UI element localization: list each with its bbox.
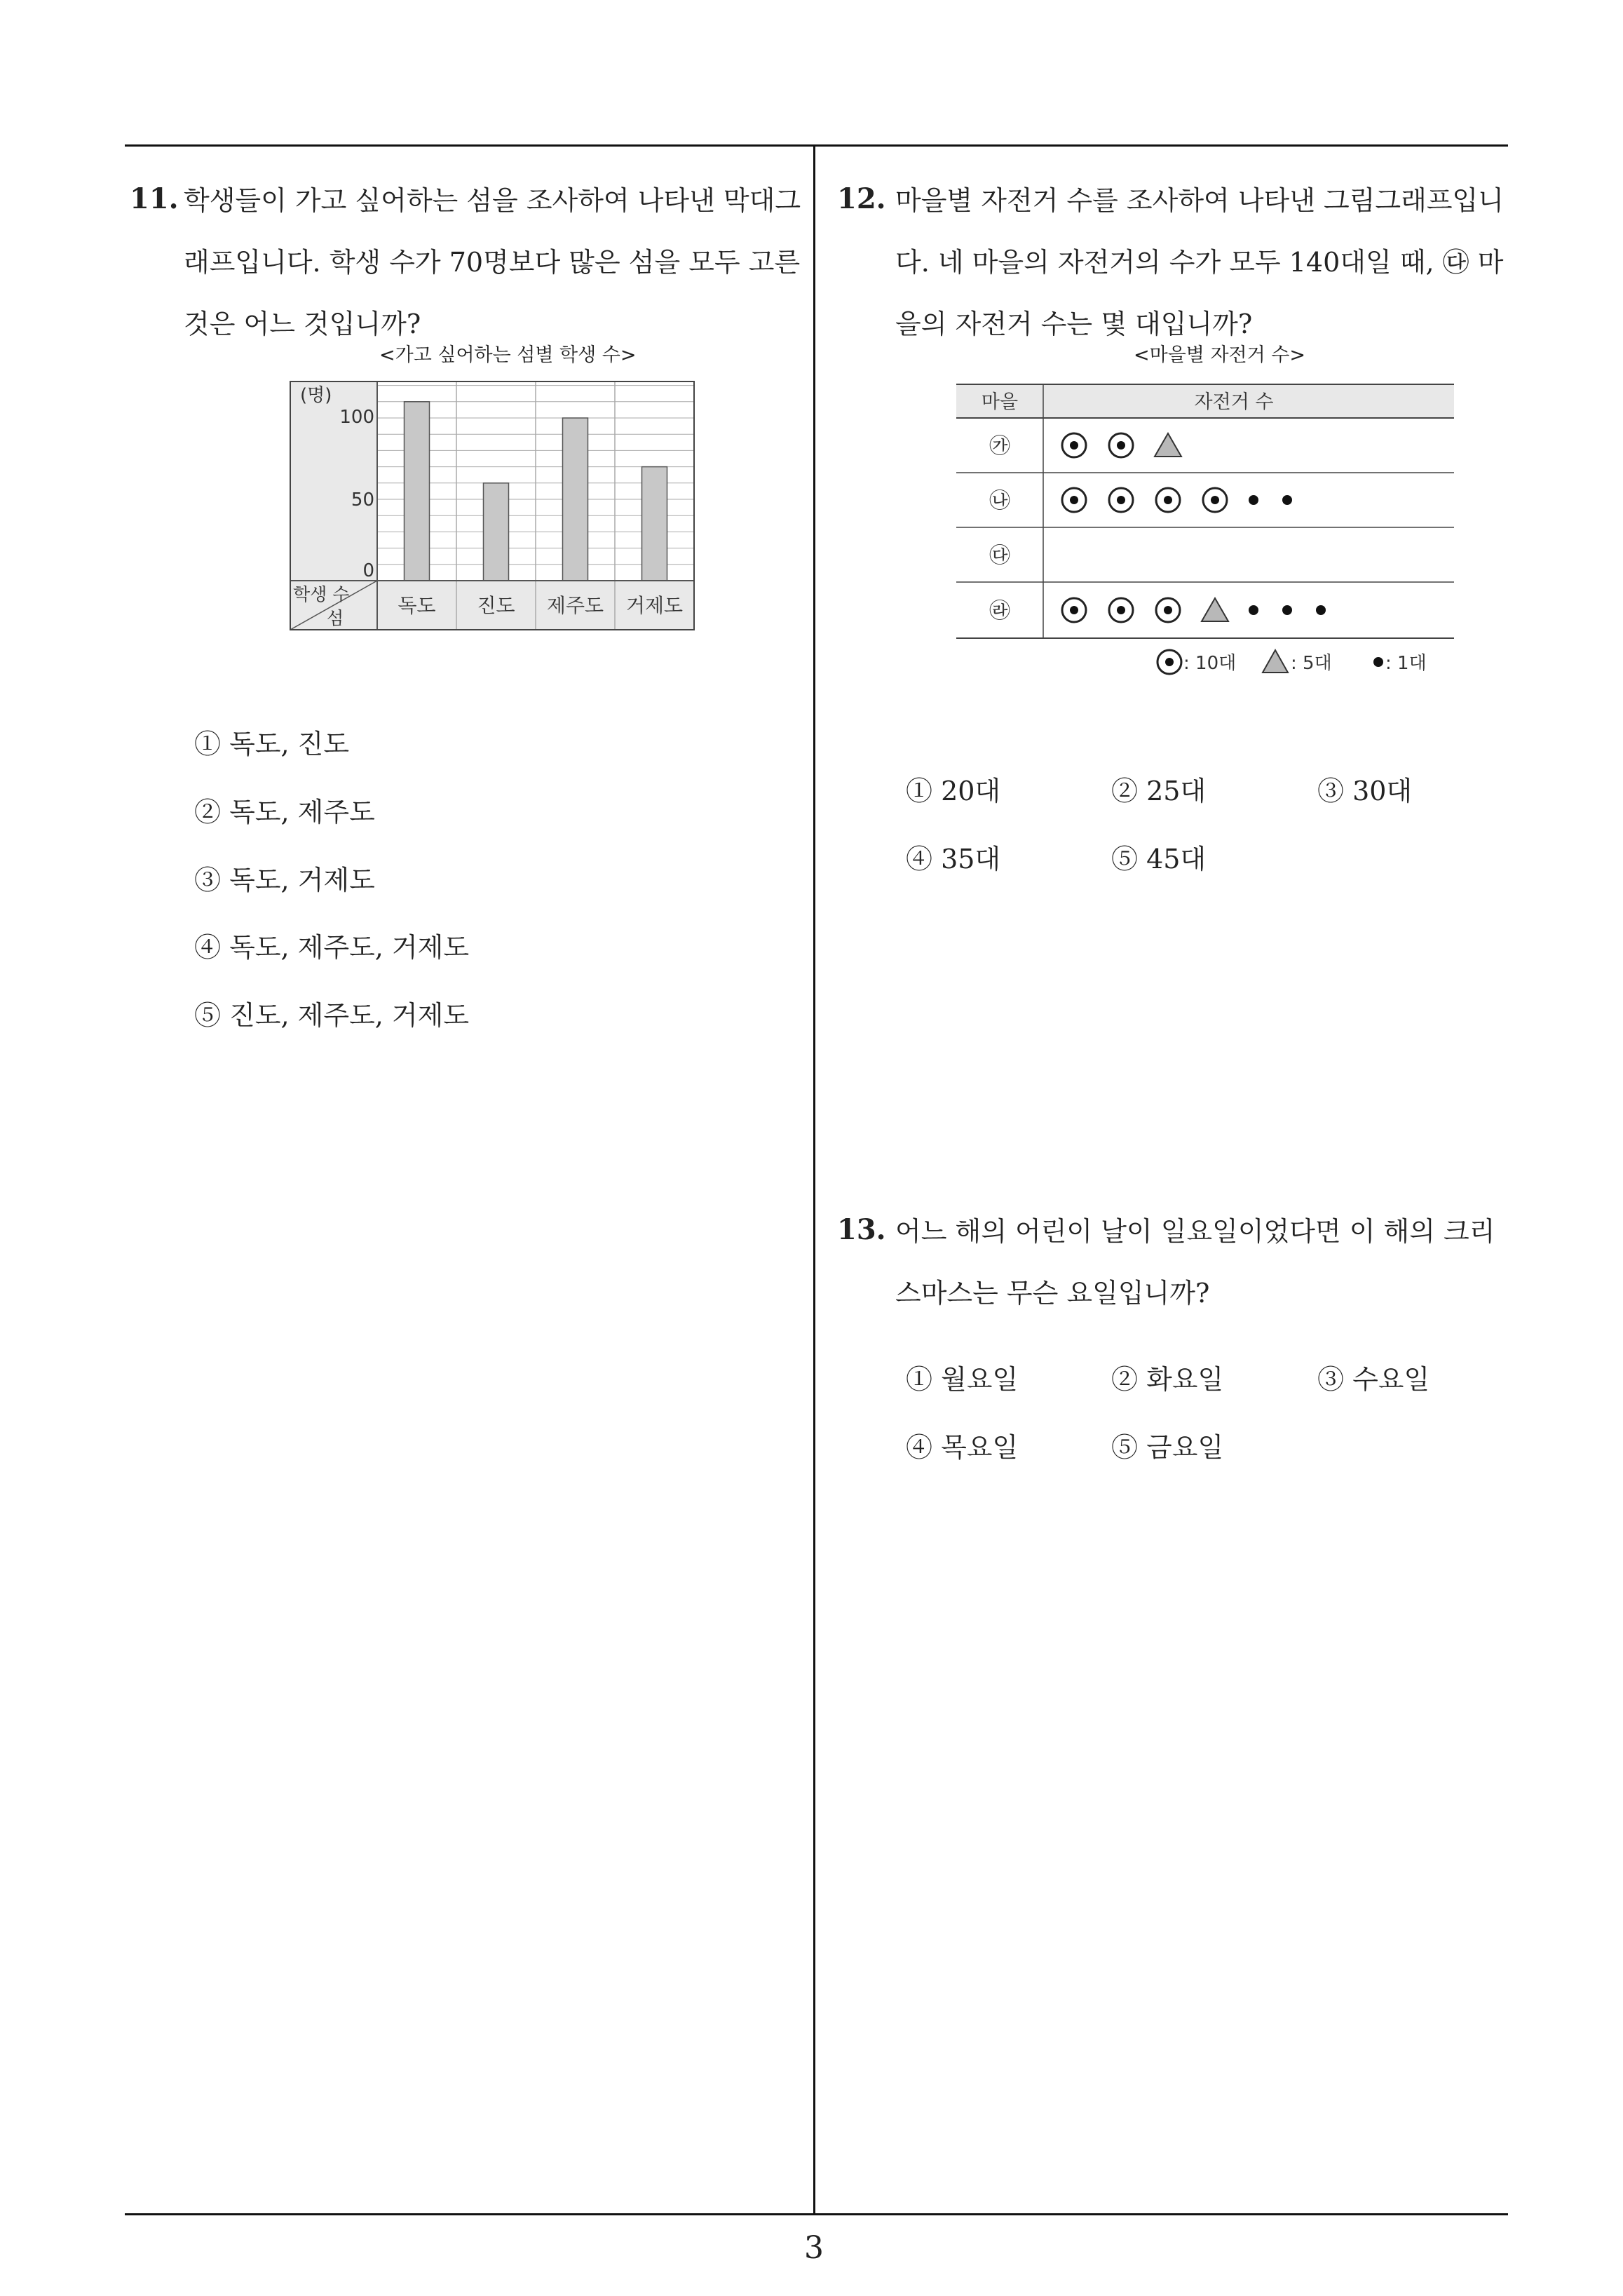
- legend-ten-label: : 10대: [1183, 653, 1237, 674]
- q13-option-1[interactable]: ① 월요일: [906, 1364, 1019, 1395]
- q11-option-2[interactable]: ② 독도, 제주도: [194, 797, 375, 828]
- q12-option-5[interactable]: ⑤ 45대: [1111, 844, 1207, 874]
- x-tick-label: 독도: [398, 594, 436, 617]
- q12-option-1[interactable]: ① 20대: [906, 776, 1001, 806]
- village-label: ㉮: [989, 434, 1010, 459]
- bar-진도: [484, 483, 509, 581]
- q12-graph-caption: <마을별 자전거 수>: [1134, 344, 1305, 366]
- header-bicycle-count: 자전거 수: [1194, 391, 1274, 413]
- bar-거제도: [642, 467, 667, 581]
- page-number: 3: [804, 2230, 824, 2266]
- legend-five-icon: [1263, 650, 1288, 673]
- x-tick-label: 진도: [477, 594, 515, 617]
- y-tick-label: 100: [339, 407, 374, 428]
- q11-option-1[interactable]: ① 독도, 진도: [194, 729, 350, 759]
- q11-line: 것은 어느 것입니까?: [184, 309, 421, 339]
- q11-line: 래프입니다. 학생 수가 70명보다 많은 섬을 모두 고른: [184, 247, 801, 278]
- ten-bicycles-icon-dot: [1117, 441, 1125, 450]
- legend-ten-icon-dot: [1165, 658, 1174, 666]
- ten-bicycles-icon-dot: [1164, 606, 1172, 614]
- one-bicycle-icon: [1282, 605, 1292, 615]
- q12-line: 을의 자전거 수는 몇 대입니까?: [895, 309, 1253, 339]
- ten-bicycles-icon-dot: [1070, 606, 1078, 614]
- corner-header-bottom: 섬: [327, 608, 344, 628]
- village-label: ㉰: [989, 543, 1010, 568]
- legend-one-label: : 1대: [1385, 653, 1427, 674]
- five-bicycles-icon: [1155, 433, 1181, 457]
- ten-bicycles-icon-dot: [1211, 496, 1219, 504]
- village-label: ㉱: [989, 599, 1010, 623]
- bar-독도: [405, 402, 430, 581]
- ten-bicycles-icon-dot: [1070, 441, 1078, 450]
- q12-line: 다. 네 마을의 자전거의 수가 모두 140대일 때, ㉰ 마: [895, 247, 1504, 278]
- q13-line: 스마스는 무슨 요일입니까?: [895, 1278, 1210, 1309]
- ten-bicycles-icon-dot: [1070, 496, 1078, 504]
- q12-picture-graph: [953, 379, 1458, 687]
- q11-option-5[interactable]: ⑤ 진도, 제주도, 거제도: [194, 1000, 470, 1031]
- ten-bicycles-icon-dot: [1117, 496, 1125, 504]
- y-tick-label: 50: [351, 489, 374, 511]
- q11-chart-caption: <가고 싶어하는 섬별 학생 수>: [379, 344, 637, 366]
- one-bicycle-icon: [1316, 605, 1326, 615]
- top-rule: [125, 144, 1508, 147]
- q12-option-3[interactable]: ③ 30대: [1317, 776, 1413, 806]
- q11-line: 학생들이 가고 싶어하는 섬을 조사하여 나타낸 막대그: [184, 185, 801, 216]
- corner-header-top: 학생 수: [293, 584, 350, 605]
- village-label: ㉯: [989, 489, 1010, 513]
- q12-text: [895, 170, 1504, 355]
- y-tick-label: 0: [362, 560, 374, 581]
- q12-option-2[interactable]: ② 25대: [1111, 776, 1207, 806]
- legend-five-label: : 5대: [1291, 653, 1332, 674]
- q13-number: 13.: [837, 1213, 886, 1246]
- q12-option-4[interactable]: ④ 35대: [906, 844, 1001, 874]
- q13-line: 어느 해의 어린이 날이 일요일이었다면 이 해의 크리: [895, 1216, 1495, 1247]
- one-bicycle-icon: [1249, 605, 1258, 615]
- q11-number: 11.: [130, 182, 179, 215]
- x-tick-label: 제주도: [546, 594, 604, 617]
- q13-option-3[interactable]: ③ 수요일: [1317, 1364, 1430, 1395]
- q11-text: [184, 170, 801, 355]
- header-village: 마을: [981, 391, 1019, 413]
- x-tick-label: 거제도: [625, 594, 684, 617]
- y-unit-label: (명): [300, 385, 332, 406]
- one-bicycle-icon: [1249, 495, 1258, 505]
- ten-bicycles-icon-dot: [1164, 496, 1172, 504]
- q13-option-2[interactable]: ② 화요일: [1111, 1364, 1224, 1395]
- bar-제주도: [563, 418, 588, 581]
- five-bicycles-icon: [1202, 598, 1228, 621]
- q12-line: 마을별 자전거 수를 조사하여 나타낸 그림그래프입니: [895, 185, 1504, 216]
- legend-one-icon: [1373, 657, 1383, 667]
- column-divider: [813, 144, 815, 2215]
- q13-text: [895, 1201, 1495, 1324]
- q13-option-4[interactable]: ④ 목요일: [906, 1432, 1019, 1463]
- q12-number: 12.: [837, 182, 886, 215]
- q11-option-3[interactable]: ③ 독도, 거제도: [194, 865, 375, 896]
- q11-bar-chart: [287, 379, 697, 633]
- ten-bicycles-icon-dot: [1117, 606, 1125, 614]
- q13-option-5[interactable]: ⑤ 금요일: [1111, 1432, 1224, 1463]
- bottom-rule: [125, 2213, 1508, 2215]
- q11-option-4[interactable]: ④ 독도, 제주도, 거제도: [194, 932, 470, 963]
- one-bicycle-icon: [1282, 495, 1292, 505]
